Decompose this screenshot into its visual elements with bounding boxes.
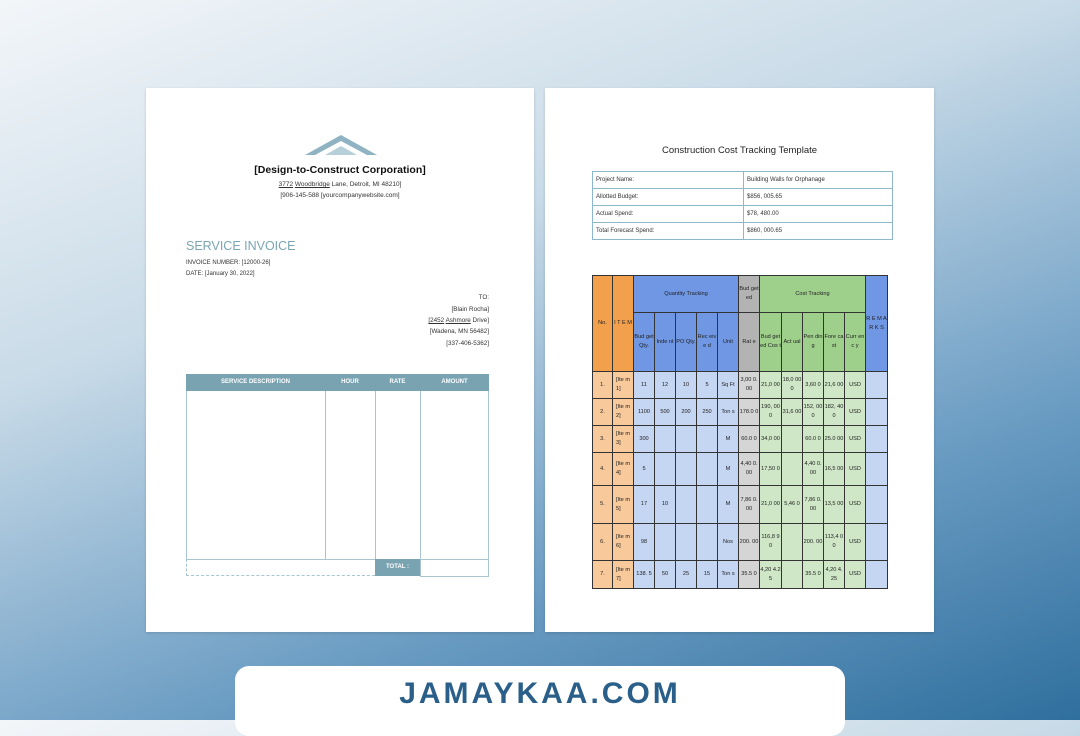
cell-actual[interactable]: 31,6 00 <box>782 399 803 426</box>
cell-po-qty[interactable] <box>676 453 697 486</box>
table-row <box>593 524 888 561</box>
cell-currency[interactable]: USD <box>845 561 866 589</box>
summary-row <box>593 206 893 223</box>
cell-forecast[interactable]: 16,5 00 <box>824 453 845 486</box>
cell-po-qty[interactable] <box>676 524 697 561</box>
cell-budgeted-cost[interactable]: 21,0 00 <box>760 486 782 524</box>
cell-indent[interactable] <box>655 453 676 486</box>
cell-no[interactable]: 5. <box>593 486 613 524</box>
invoice-table-body[interactable] <box>186 391 489 560</box>
client-street <box>428 317 489 324</box>
cell-item[interactable]: [Ite m 2] <box>613 399 634 426</box>
header-item: I T E M <box>613 276 634 372</box>
column-divider <box>420 391 421 560</box>
header-pending: Pen din g <box>803 313 824 372</box>
cell-budgeted-cost[interactable]: 34,0 00 <box>760 426 782 453</box>
cell-item[interactable]: [Ite m 3] <box>613 426 634 453</box>
summary-label: Actual Spend: <box>593 206 744 223</box>
summary-row <box>593 223 893 240</box>
cell-pending[interactable]: 152, 000 <box>803 399 824 426</box>
table-row <box>593 561 888 589</box>
table-row <box>593 399 888 426</box>
cell-remarks[interactable] <box>866 524 888 561</box>
cell-pending[interactable]: 7,86 0.00 <box>803 486 824 524</box>
cell-remarks[interactable] <box>866 372 888 399</box>
cell-remarks[interactable] <box>866 399 888 426</box>
cell-remarks[interactable] <box>866 453 888 486</box>
cell-indent[interactable]: 10 <box>655 486 676 524</box>
cell-budgeted-cost[interactable]: 116,8 90 <box>760 524 782 561</box>
header-budget-qty: Bud get Qty. <box>634 313 655 372</box>
cell-budget-qty[interactable]: 1100 <box>634 399 655 426</box>
cell-item[interactable]: [Ite m 5] <box>613 486 634 524</box>
header-actual: Act ual <box>782 313 803 372</box>
cell-currency[interactable]: USD <box>845 453 866 486</box>
cell-budget-qty[interactable]: 138. 5 <box>634 561 655 589</box>
cell-remarks[interactable] <box>866 561 888 589</box>
address-rest: Lane, Detroit, MI 48210] <box>331 181 402 188</box>
cell-received[interactable] <box>697 486 718 524</box>
summary-value: Building Walls for Orphanage <box>744 172 893 189</box>
cell-budgeted-cost[interactable]: 190, 000 <box>760 399 782 426</box>
cell-rate[interactable]: 200. 00 <box>739 524 760 561</box>
cell-received[interactable]: 5 <box>697 372 718 399</box>
table-row <box>593 486 888 524</box>
header-budgeted: Bud get ed <box>739 276 760 313</box>
cell-rate[interactable]: 3,00 0.00 <box>739 372 760 399</box>
invoice-page <box>146 88 534 632</box>
cell-received[interactable] <box>697 453 718 486</box>
col-service-description: SERVICE DESCRIPTION <box>221 379 290 385</box>
cell-unit[interactable]: M <box>718 453 739 486</box>
roof-logo-icon <box>305 133 377 157</box>
cell-currency[interactable]: USD <box>845 399 866 426</box>
cell-item[interactable]: [Ite m 6] <box>613 524 634 561</box>
cell-received[interactable] <box>697 426 718 453</box>
total-spacer <box>186 559 375 576</box>
cell-item[interactable]: [Ite m 7] <box>613 561 634 589</box>
cell-item[interactable]: [Ite m 1] <box>613 372 634 399</box>
cell-budgeted-cost[interactable]: 17,50 0 <box>760 453 782 486</box>
cell-forecast[interactable]: 21,6 00 <box>824 372 845 399</box>
cell-forecast[interactable]: 13,5 00 <box>824 486 845 524</box>
column-divider <box>325 391 326 560</box>
cell-indent[interactable] <box>655 426 676 453</box>
client-street-rest: Drive] <box>472 317 489 324</box>
cell-po-qty[interactable]: 200 <box>676 399 697 426</box>
header-rate: Rat e <box>739 313 760 372</box>
cell-forecast[interactable]: 113,4 00 <box>824 524 845 561</box>
cell-no[interactable]: 4. <box>593 453 613 486</box>
project-summary-table <box>592 171 893 240</box>
client-name: [Blain Rocha] <box>451 306 489 313</box>
summary-row <box>593 172 893 189</box>
cell-po-qty[interactable]: 10 <box>676 372 697 399</box>
cell-budget-qty[interactable]: 98 <box>634 524 655 561</box>
table-row <box>593 453 888 486</box>
summary-value: $860, 000.65 <box>744 223 893 240</box>
cell-currency[interactable]: USD <box>845 426 866 453</box>
total-row <box>186 559 489 576</box>
header-budgeted-cost: Bud get ed Cos t <box>760 313 782 372</box>
cell-unit[interactable]: Ton s <box>718 561 739 589</box>
header-unit: Unit <box>718 313 739 372</box>
street-name: Woodbridge <box>294 181 330 188</box>
cell-indent[interactable] <box>655 524 676 561</box>
cell-currency[interactable]: USD <box>845 372 866 399</box>
header-quantity-tracking: Quantity Tracking <box>634 276 739 313</box>
cell-rate[interactable]: 35.5 0 <box>739 561 760 589</box>
cell-rate[interactable]: 4,40 0.00 <box>739 453 760 486</box>
cell-budget-qty[interactable]: 300 <box>634 426 655 453</box>
client-city: [Wadena, MN 56482] <box>429 328 489 335</box>
cell-remarks[interactable] <box>866 426 888 453</box>
cell-po-qty[interactable]: 25 <box>676 561 697 589</box>
cost-tracking-page <box>545 88 934 632</box>
cell-budgeted-cost[interactable]: 21,0 00 <box>760 372 782 399</box>
header-po-qty: PO Qty. <box>676 313 697 372</box>
col-hour: HOUR <box>341 379 359 385</box>
summary-label: Total Forecast Spend: <box>593 223 744 240</box>
header-forecast: Fore cast <box>824 313 845 372</box>
cell-unit[interactable]: Nos <box>718 524 739 561</box>
total-label: TOTAL : <box>375 559 420 576</box>
invoice-table <box>186 374 489 576</box>
cell-no[interactable]: 7. <box>593 561 613 589</box>
summary-label: Project Name: <box>593 172 744 189</box>
cell-currency[interactable]: USD <box>845 486 866 524</box>
cell-currency[interactable]: USD <box>845 524 866 561</box>
header-remarks: R E M A R K S <box>866 276 888 372</box>
invoice-date: DATE: [January 30, 2022] <box>186 271 255 277</box>
cell-rate[interactable]: 178.0 0 <box>739 399 760 426</box>
total-amount-field[interactable] <box>420 559 489 577</box>
street-number: 3772 <box>278 181 294 188</box>
cell-unit[interactable]: M <box>718 486 739 524</box>
client-phone: [337-406-5362] <box>446 340 489 347</box>
cell-actual[interactable] <box>782 453 803 486</box>
column-divider <box>375 391 376 560</box>
cell-received[interactable]: 15 <box>697 561 718 589</box>
cell-received[interactable]: 250 <box>697 399 718 426</box>
cell-pending[interactable]: 200. 00 <box>803 524 824 561</box>
header-cost-tracking: Cost Tracking <box>760 276 866 313</box>
cell-indent[interactable]: 12 <box>655 372 676 399</box>
company-contact <box>146 192 534 199</box>
cell-actual[interactable]: 18,0 000 <box>782 372 803 399</box>
cell-rate[interactable]: 7,86 0.00 <box>739 486 760 524</box>
summary-label: Allotted Budget: <box>593 189 744 206</box>
company-name: [Design-to-Construct Corporation] <box>254 164 426 176</box>
cell-forecast[interactable]: 182, 400 <box>824 399 845 426</box>
summary-value: $78, 480.00 <box>744 206 893 223</box>
invoice-title: SERVICE INVOICE <box>186 239 296 253</box>
cell-received[interactable] <box>697 524 718 561</box>
cell-pending[interactable]: 60.0 0 <box>803 426 824 453</box>
col-amount: AMOUNT <box>441 379 468 385</box>
cell-unit[interactable]: M <box>718 426 739 453</box>
cell-no[interactable]: 6. <box>593 524 613 561</box>
cell-pending[interactable]: 4,40 0.00 <box>803 453 824 486</box>
header-no: No. <box>593 276 613 372</box>
company-website: [yourcompanywebsite.com] <box>320 192 400 199</box>
table-row <box>593 426 888 453</box>
cell-pending[interactable]: 35.5 0 <box>803 561 824 589</box>
tracker-title: Construction Cost Tracking Template <box>661 145 818 156</box>
cell-remarks[interactable] <box>866 486 888 524</box>
cell-actual[interactable] <box>782 524 803 561</box>
table-row <box>593 372 888 399</box>
cost-tracking-rows <box>593 372 888 589</box>
cell-budget-qty[interactable]: 5 <box>634 453 655 486</box>
cell-actual[interactable]: 5,46 0 <box>782 486 803 524</box>
cell-unit[interactable]: Sq Ft <box>718 372 739 399</box>
cell-budgeted-cost[interactable]: 4,20 4.25 <box>760 561 782 589</box>
cell-po-qty[interactable] <box>676 426 697 453</box>
cell-actual[interactable] <box>782 561 803 589</box>
cell-indent[interactable]: 50 <box>655 561 676 589</box>
cell-no[interactable]: 2. <box>593 399 613 426</box>
cell-actual[interactable] <box>782 426 803 453</box>
company-phone: [906-145-588 <box>280 192 320 199</box>
cell-item[interactable]: [Ite m 4] <box>613 453 634 486</box>
cell-po-qty[interactable] <box>676 486 697 524</box>
cell-forecast[interactable]: 4,20 4.25 <box>824 561 845 589</box>
header-currency: Curr enc y <box>845 313 866 372</box>
summary-value: $856, 005.65 <box>744 189 893 206</box>
header-received: Rec eive d <box>697 313 718 372</box>
cell-budget-qty[interactable]: 17 <box>634 486 655 524</box>
col-rate: RATE <box>389 379 406 385</box>
cell-indent[interactable]: 500 <box>655 399 676 426</box>
to-label: TO: <box>478 294 489 301</box>
cell-budget-qty[interactable]: 11 <box>634 372 655 399</box>
site-name[interactable]: JAMAYKAA.COM <box>399 677 681 710</box>
client-street-name: Ashmore <box>445 317 471 324</box>
cell-no[interactable]: 3. <box>593 426 613 453</box>
cell-unit[interactable]: Ton s <box>718 399 739 426</box>
company-address <box>146 181 534 188</box>
invoice-number: INVOICE NUMBER: [12000-26] <box>186 260 271 266</box>
cost-tracking-table <box>592 275 888 589</box>
client-street-number: [2452 <box>428 317 445 324</box>
invoice-table-header <box>186 374 489 391</box>
cell-forecast[interactable]: 25.0 00 <box>824 426 845 453</box>
header-indent: Inde nt <box>655 313 676 372</box>
footer-banner <box>235 666 845 736</box>
cell-no[interactable]: 1. <box>593 372 613 399</box>
summary-row <box>593 189 893 206</box>
cell-pending[interactable]: 3,60 0 <box>803 372 824 399</box>
cell-rate[interactable]: 60.0 0 <box>739 426 760 453</box>
